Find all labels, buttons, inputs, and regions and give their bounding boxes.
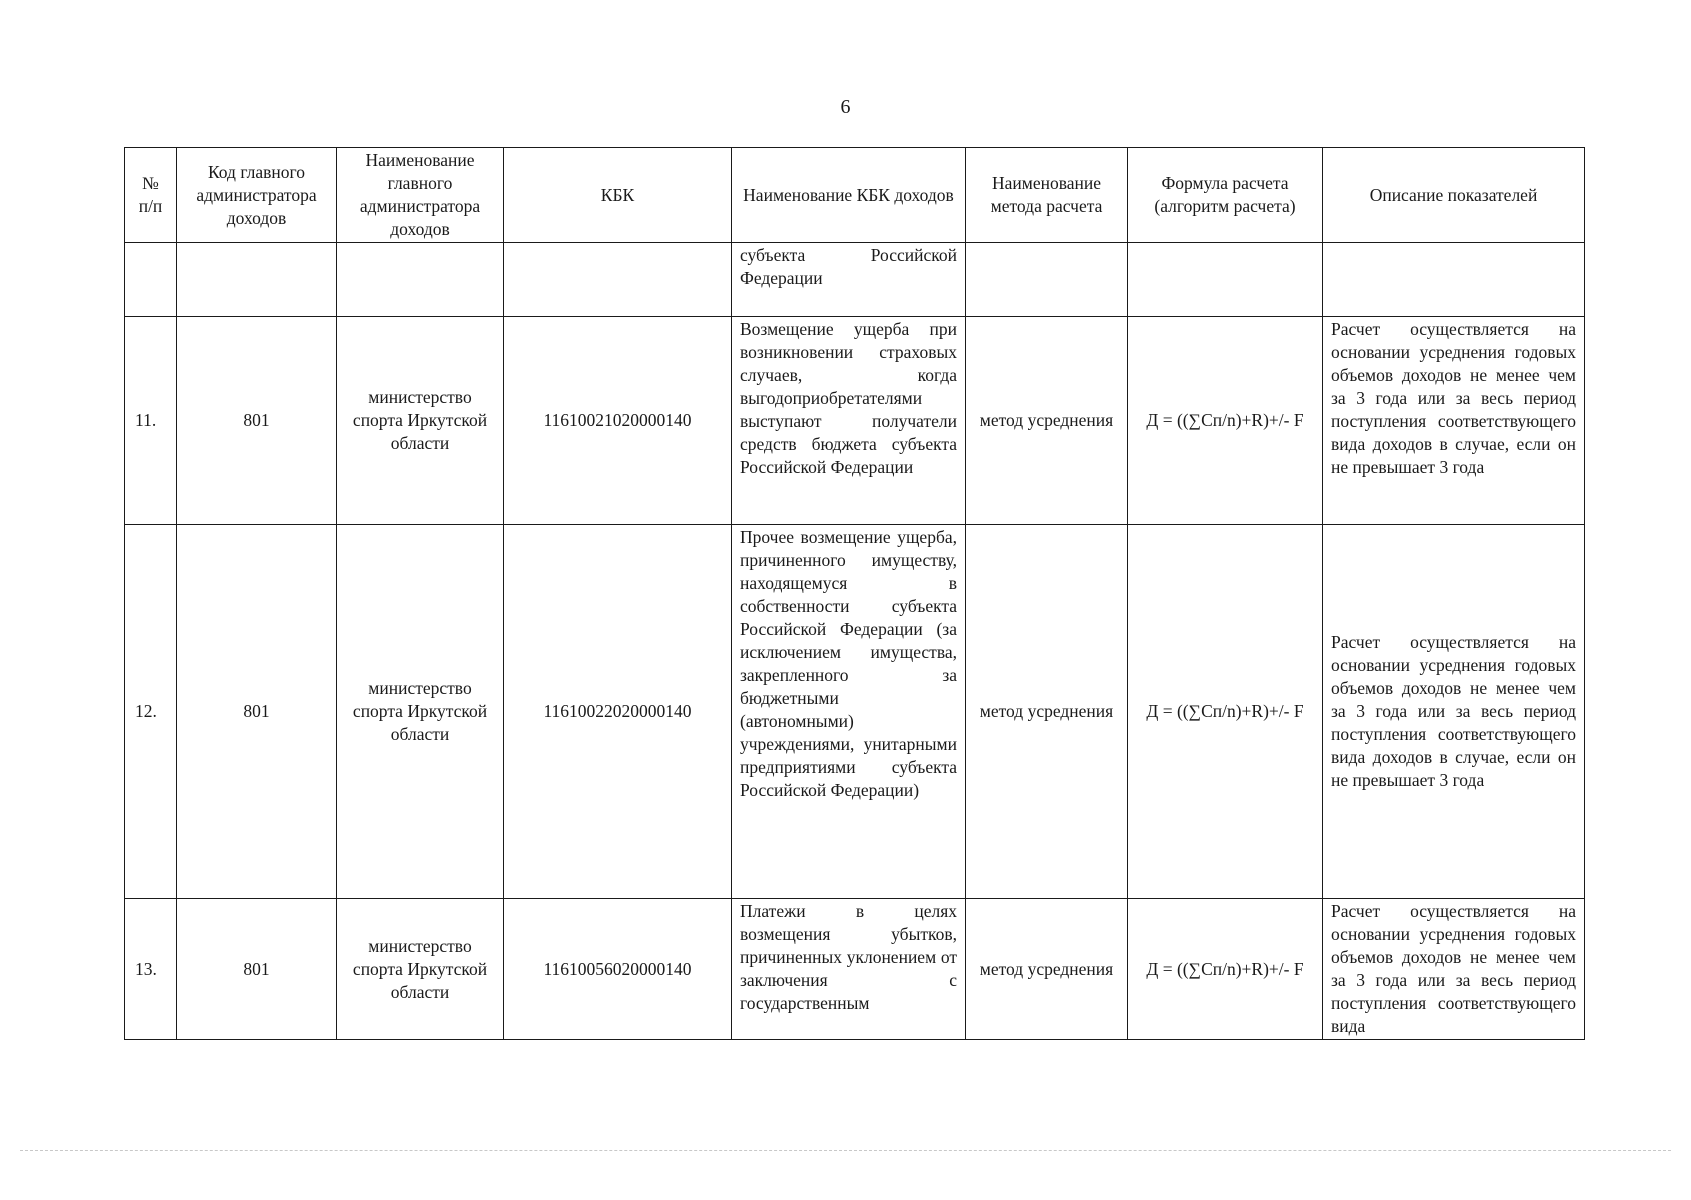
scan-divider-line [20,1150,1671,1151]
cell-description: Расчет осуществляется на основании усреднения годовых объемов доходов не менее чем за 3 года или за весь период поступления соответствующего вида доходов в случае, если он не превышает 3 года [1323,525,1585,899]
cell-description [1323,243,1585,317]
table-row [125,899,1585,1040]
table-row [125,317,1585,525]
page-number: 6 [840,96,851,118]
cell-kbk-name: Платежи в целях возмещения убытков, причиненных уклонением от заключения с государственным [732,899,966,1040]
cell-formula: Д = ((∑Сп/n)+R)+/- F [1128,899,1323,1040]
cell-method: метод усреднения [966,317,1128,525]
cell-admin-code: 801 [177,525,337,899]
header-kbk: КБК [504,148,732,243]
header-num: № п/п [125,148,177,243]
cell-admin-code: 801 [177,317,337,525]
cell-admin-name [337,243,504,317]
cell-method: метод усреднения [966,525,1128,899]
cell-kbk: 11610056020000140 [504,899,732,1040]
table-row-continuation [125,243,1585,317]
cell-formula: Д = ((∑Сп/n)+R)+/- F [1128,317,1323,525]
cell-kbk: 11610022020000140 [504,525,732,899]
header-admin-code: Код главного администратора доходов [177,148,337,243]
cell-num: 11. [125,317,177,525]
cell-num [125,243,177,317]
cell-admin-name: министерство спорта Иркутской области [337,899,504,1040]
cell-formula [1128,243,1323,317]
cell-kbk-name: Возмещение ущерба при возникновении страховых случаев, когда выгодоприобретателями выступают получатели средств бюджета субъекта Российской Федерации [732,317,966,525]
cell-kbk [504,243,732,317]
cell-admin-name: министерство спорта Иркутской области [337,317,504,525]
cell-admin-code [177,243,337,317]
cell-admin-code: 801 [177,899,337,1040]
cell-kbk-name: Прочее возмещение ущерба, причиненного имуществу, находящемуся в собственности субъекта Российской Федерации (за исключением имущества, закрепленного за бюджетными (автономными) учреждениями, унитарными предприятиями субъекта Российской Федерации) [732,525,966,899]
cell-admin-name: министерство спорта Иркутской области [337,525,504,899]
revenue-forecast-table [124,147,1585,1040]
header-method-name: Наименование метода расчета [966,148,1128,243]
table-header-row [125,148,1585,243]
cell-num: 12. [125,525,177,899]
cell-kbk-name: субъекта Российской Федерации [732,243,966,317]
header-description: Описание показателей [1323,148,1585,243]
cell-num: 13. [125,899,177,1040]
cell-description: Расчет осуществляется на основании усреднения годовых объемов доходов не менее чем за 3 года или за весь период поступления соответствующего вида доходов в случае, если он не превышает 3 года [1323,317,1585,525]
cell-description: Расчет осуществляется на основании усреднения годовых объемов доходов не менее чем за 3 года или за весь период поступления соответствующего вида [1323,899,1585,1040]
header-kbk-name: Наименование КБК доходов [732,148,966,243]
cell-formula: Д = ((∑Сп/n)+R)+/- F [1128,525,1323,899]
cell-method [966,243,1128,317]
header-formula: Формула расчета (алгоритм расчета) [1128,148,1323,243]
cell-kbk: 11610021020000140 [504,317,732,525]
header-admin-name: Наименование главного администратора доходов [337,148,504,243]
table-row [125,525,1585,899]
cell-method: метод усреднения [966,899,1128,1040]
